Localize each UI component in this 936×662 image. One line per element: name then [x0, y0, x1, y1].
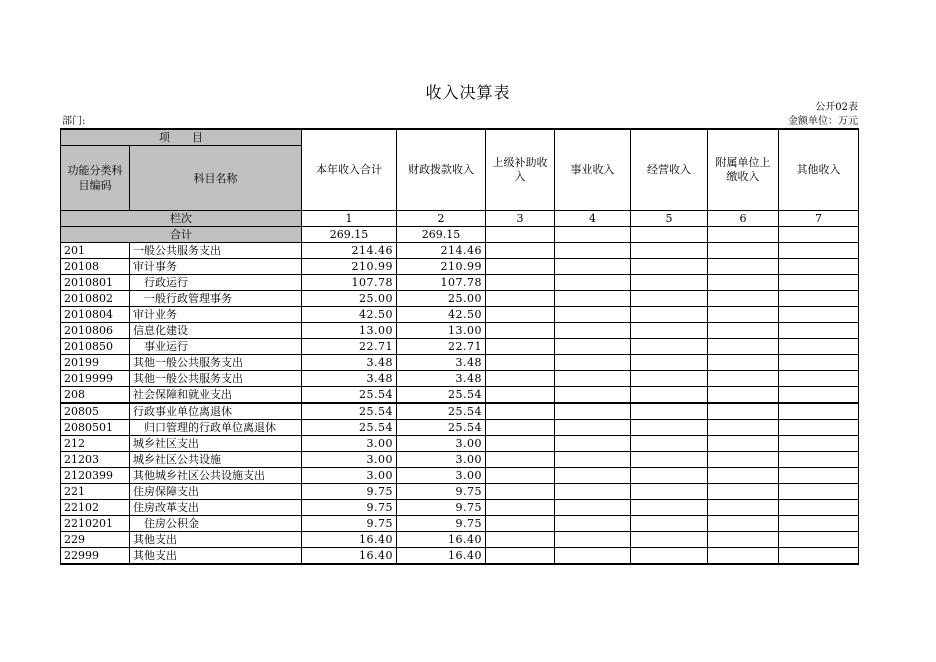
empty-cell — [708, 548, 779, 565]
row-total: 9.75 — [302, 484, 397, 500]
table-row — [61, 548, 859, 565]
row-code: 208 — [61, 387, 130, 404]
empty-cell — [486, 500, 555, 516]
row-name: 城乡社区公共设施 — [130, 452, 302, 468]
empty-cell — [555, 323, 631, 339]
row-name: 住房公积金 — [130, 516, 302, 532]
empty-cell — [708, 484, 779, 500]
table-row — [61, 323, 859, 339]
table-row — [61, 275, 859, 291]
row-code: 2010801 — [61, 275, 130, 291]
empty-cell — [555, 307, 631, 323]
empty-cell — [631, 532, 708, 548]
header-col-5: 经营收入 — [631, 129, 708, 211]
empty-cell — [708, 403, 779, 420]
index-num: 7 — [779, 211, 859, 227]
empty-cell — [486, 484, 555, 500]
table-row — [61, 532, 859, 548]
header-code: 功能分类科目编码 — [61, 146, 130, 211]
empty-cell — [708, 243, 779, 259]
empty-cell — [779, 532, 859, 548]
total-fiscal: 269.15 — [397, 227, 486, 243]
empty-cell — [779, 291, 859, 307]
row-fiscal: 9.75 — [397, 500, 486, 516]
row-name: 其他支出 — [130, 532, 302, 548]
empty-cell — [486, 355, 555, 371]
empty-cell — [779, 387, 859, 404]
row-fiscal: 3.00 — [397, 452, 486, 468]
row-total: 3.00 — [302, 452, 397, 468]
empty-cell — [555, 339, 631, 355]
empty-cell — [779, 548, 859, 565]
header-col-6: 附属单位上缴收入 — [708, 129, 779, 211]
row-total: 42.50 — [302, 307, 397, 323]
row-name: 信息化建设 — [130, 323, 302, 339]
row-code: 22999 — [61, 548, 130, 565]
empty-cell — [779, 323, 859, 339]
empty-cell — [555, 484, 631, 500]
empty-cell — [631, 355, 708, 371]
table-row — [61, 355, 859, 371]
empty-cell — [779, 452, 859, 468]
header-col-7: 其他收入 — [779, 129, 859, 211]
row-code: 22102 — [61, 500, 130, 516]
table-row — [61, 259, 859, 275]
empty-cell — [486, 452, 555, 468]
empty-cell — [708, 516, 779, 532]
empty-cell — [708, 468, 779, 484]
empty-cell — [486, 468, 555, 484]
empty-cell — [555, 259, 631, 275]
empty-cell — [555, 420, 631, 436]
row-total: 16.40 — [302, 532, 397, 548]
row-total: 25.54 — [302, 387, 397, 404]
row-fiscal: 3.00 — [397, 468, 486, 484]
row-name: 行政运行 — [130, 275, 302, 291]
index-num: 4 — [555, 211, 631, 227]
row-fiscal: 3.48 — [397, 355, 486, 371]
empty-cell — [555, 291, 631, 307]
header-col-2: 财政拨款收入 — [397, 129, 486, 211]
empty-cell — [486, 387, 555, 404]
empty-cell — [708, 500, 779, 516]
empty-cell — [779, 403, 859, 420]
table-row — [61, 307, 859, 323]
income-table — [60, 128, 859, 565]
row-fiscal: 25.54 — [397, 387, 486, 404]
empty-cell — [555, 468, 631, 484]
total-income: 269.15 — [302, 227, 397, 243]
empty-cell — [486, 403, 555, 420]
empty-cell — [631, 371, 708, 387]
row-fiscal: 210.99 — [397, 259, 486, 275]
empty-cell — [555, 532, 631, 548]
empty-cell — [555, 243, 631, 259]
empty-cell — [779, 468, 859, 484]
empty-cell — [631, 275, 708, 291]
row-name: 一般公共服务支出 — [130, 243, 302, 259]
header-col-4: 事业收入 — [555, 129, 631, 211]
index-num: 2 — [397, 211, 486, 227]
row-total: 107.78 — [302, 275, 397, 291]
empty-cell — [555, 275, 631, 291]
empty-cell — [708, 436, 779, 452]
empty-cell — [631, 291, 708, 307]
table-row — [61, 420, 859, 436]
index-row — [61, 211, 859, 227]
row-total: 3.48 — [302, 371, 397, 387]
total-label: 合计 — [61, 227, 302, 243]
row-name: 一般行政管理事务 — [130, 291, 302, 307]
table-row — [61, 403, 859, 420]
index-label: 栏次 — [61, 211, 302, 227]
form-number: 公开02表 — [815, 102, 858, 113]
row-fiscal: 214.46 — [397, 243, 486, 259]
empty-cell — [555, 452, 631, 468]
row-fiscal: 9.75 — [397, 484, 486, 500]
total-row — [61, 227, 859, 243]
table-row — [61, 339, 859, 355]
row-total: 3.00 — [302, 436, 397, 452]
empty-cell — [486, 371, 555, 387]
empty-cell — [779, 307, 859, 323]
empty-cell — [779, 243, 859, 259]
empty-cell — [779, 355, 859, 371]
empty-cell — [486, 291, 555, 307]
row-fiscal: 16.40 — [397, 532, 486, 548]
row-code: 2210201 — [61, 516, 130, 532]
row-fiscal: 22.71 — [397, 339, 486, 355]
row-name: 住房改革支出 — [130, 500, 302, 516]
empty-cell — [779, 484, 859, 500]
empty-cell — [708, 339, 779, 355]
empty-cell — [708, 275, 779, 291]
header-name: 科目名称 — [130, 146, 302, 211]
empty-cell — [708, 452, 779, 468]
empty-cell — [779, 420, 859, 436]
index-num: 1 — [302, 211, 397, 227]
row-code: 21203 — [61, 452, 130, 468]
table-row — [61, 500, 859, 516]
table-row — [61, 468, 859, 484]
row-name: 归口管理的行政单位离退休 — [130, 420, 302, 436]
empty-cell — [631, 500, 708, 516]
index-num: 6 — [708, 211, 779, 227]
row-name: 其他一般公共服务支出 — [130, 371, 302, 387]
row-total: 25.54 — [302, 403, 397, 420]
empty-cell — [631, 436, 708, 452]
row-name: 社会保障和就业支出 — [130, 387, 302, 404]
empty-cell — [779, 436, 859, 452]
table-row — [61, 371, 859, 387]
empty-cell — [486, 275, 555, 291]
empty-cell — [631, 323, 708, 339]
empty-cell — [555, 403, 631, 420]
row-name: 审计事务 — [130, 259, 302, 275]
table-row — [61, 243, 859, 259]
row-code: 221 — [61, 484, 130, 500]
row-code: 212 — [61, 436, 130, 452]
row-fiscal: 3.00 — [397, 436, 486, 452]
empty-cell — [486, 548, 555, 565]
table-row — [61, 516, 859, 532]
empty-cell — [631, 468, 708, 484]
row-total: 25.00 — [302, 291, 397, 307]
row-fiscal: 25.54 — [397, 420, 486, 436]
empty-cell — [631, 403, 708, 420]
row-fiscal: 42.50 — [397, 307, 486, 323]
empty-cell — [708, 532, 779, 548]
empty-cell — [708, 420, 779, 436]
empty-cell — [708, 371, 779, 387]
header-col-3: 上级补助收入 — [486, 129, 555, 211]
row-name: 其他一般公共服务支出 — [130, 355, 302, 371]
empty-cell — [631, 548, 708, 565]
row-fiscal: 13.00 — [397, 323, 486, 339]
row-fiscal: 16.40 — [397, 548, 486, 565]
row-total: 16.40 — [302, 548, 397, 565]
row-total: 9.75 — [302, 500, 397, 516]
row-code: 229 — [61, 532, 130, 548]
table-row — [61, 387, 859, 404]
empty-cell — [708, 291, 779, 307]
empty-cell — [555, 516, 631, 532]
empty-cell — [486, 259, 555, 275]
empty-cell — [779, 500, 859, 516]
empty-cell — [779, 259, 859, 275]
department-label: 部门: — [62, 116, 86, 127]
header-col-1: 本年收入合计 — [302, 129, 397, 211]
row-name: 审计业务 — [130, 307, 302, 323]
index-num: 3 — [486, 211, 555, 227]
row-code: 2010804 — [61, 307, 130, 323]
table-row — [61, 291, 859, 307]
empty-cell — [708, 355, 779, 371]
empty-cell — [486, 323, 555, 339]
row-fiscal: 25.54 — [397, 403, 486, 420]
row-total: 3.00 — [302, 468, 397, 484]
empty-cell — [555, 355, 631, 371]
table-row — [61, 452, 859, 468]
empty-cell — [631, 387, 708, 404]
page-title: 收入决算表 — [425, 83, 511, 102]
empty-cell — [708, 259, 779, 275]
empty-cell — [486, 516, 555, 532]
row-code: 2010850 — [61, 339, 130, 355]
row-total: 210.99 — [302, 259, 397, 275]
row-code: 20108 — [61, 259, 130, 275]
empty-cell — [631, 484, 708, 500]
empty-cell — [779, 275, 859, 291]
row-code: 2019999 — [61, 371, 130, 387]
row-fiscal: 9.75 — [397, 516, 486, 532]
row-name: 行政事业单位离退休 — [130, 403, 302, 420]
row-name: 城乡社区支出 — [130, 436, 302, 452]
empty-cell — [631, 420, 708, 436]
empty-cell — [779, 516, 859, 532]
empty-cell — [486, 420, 555, 436]
unit-label: 金额单位：万元 — [788, 116, 858, 127]
empty-cell — [631, 307, 708, 323]
empty-cell — [631, 259, 708, 275]
row-code: 201 — [61, 243, 130, 259]
empty-cell — [631, 339, 708, 355]
empty-cell — [555, 548, 631, 565]
row-code: 20199 — [61, 355, 130, 371]
row-fiscal: 25.00 — [397, 291, 486, 307]
empty-cell — [708, 307, 779, 323]
row-total: 9.75 — [302, 516, 397, 532]
table-row — [61, 484, 859, 500]
empty-cell — [631, 516, 708, 532]
row-code: 2120399 — [61, 468, 130, 484]
empty-cell — [631, 452, 708, 468]
row-name: 住房保障支出 — [130, 484, 302, 500]
empty-cell — [486, 339, 555, 355]
empty-cell — [708, 323, 779, 339]
empty-cell — [555, 371, 631, 387]
row-total: 22.71 — [302, 339, 397, 355]
index-num: 5 — [631, 211, 708, 227]
table-row — [61, 436, 859, 452]
row-name: 其他城乡社区公共设施支出 — [130, 468, 302, 484]
row-code: 2010806 — [61, 323, 130, 339]
empty-cell — [486, 436, 555, 452]
row-fiscal: 107.78 — [397, 275, 486, 291]
row-fiscal: 3.48 — [397, 371, 486, 387]
row-total: 3.48 — [302, 355, 397, 371]
row-name: 事业运行 — [130, 339, 302, 355]
empty-cell — [779, 339, 859, 355]
empty-cell — [555, 500, 631, 516]
row-total: 214.46 — [302, 243, 397, 259]
header-project: 项 目 — [61, 129, 302, 146]
empty-cell — [555, 436, 631, 452]
empty-cell — [486, 243, 555, 259]
empty-cell — [708, 387, 779, 404]
empty-cell — [779, 371, 859, 387]
row-total: 13.00 — [302, 323, 397, 339]
row-code: 2010802 — [61, 291, 130, 307]
row-code: 2080501 — [61, 420, 130, 436]
header-row-project — [61, 129, 859, 146]
row-total: 25.54 — [302, 420, 397, 436]
empty-cell — [631, 243, 708, 259]
row-name: 其他支出 — [130, 548, 302, 565]
empty-cell — [555, 387, 631, 404]
empty-cell — [486, 532, 555, 548]
row-code: 20805 — [61, 403, 130, 420]
empty-cell — [486, 307, 555, 323]
